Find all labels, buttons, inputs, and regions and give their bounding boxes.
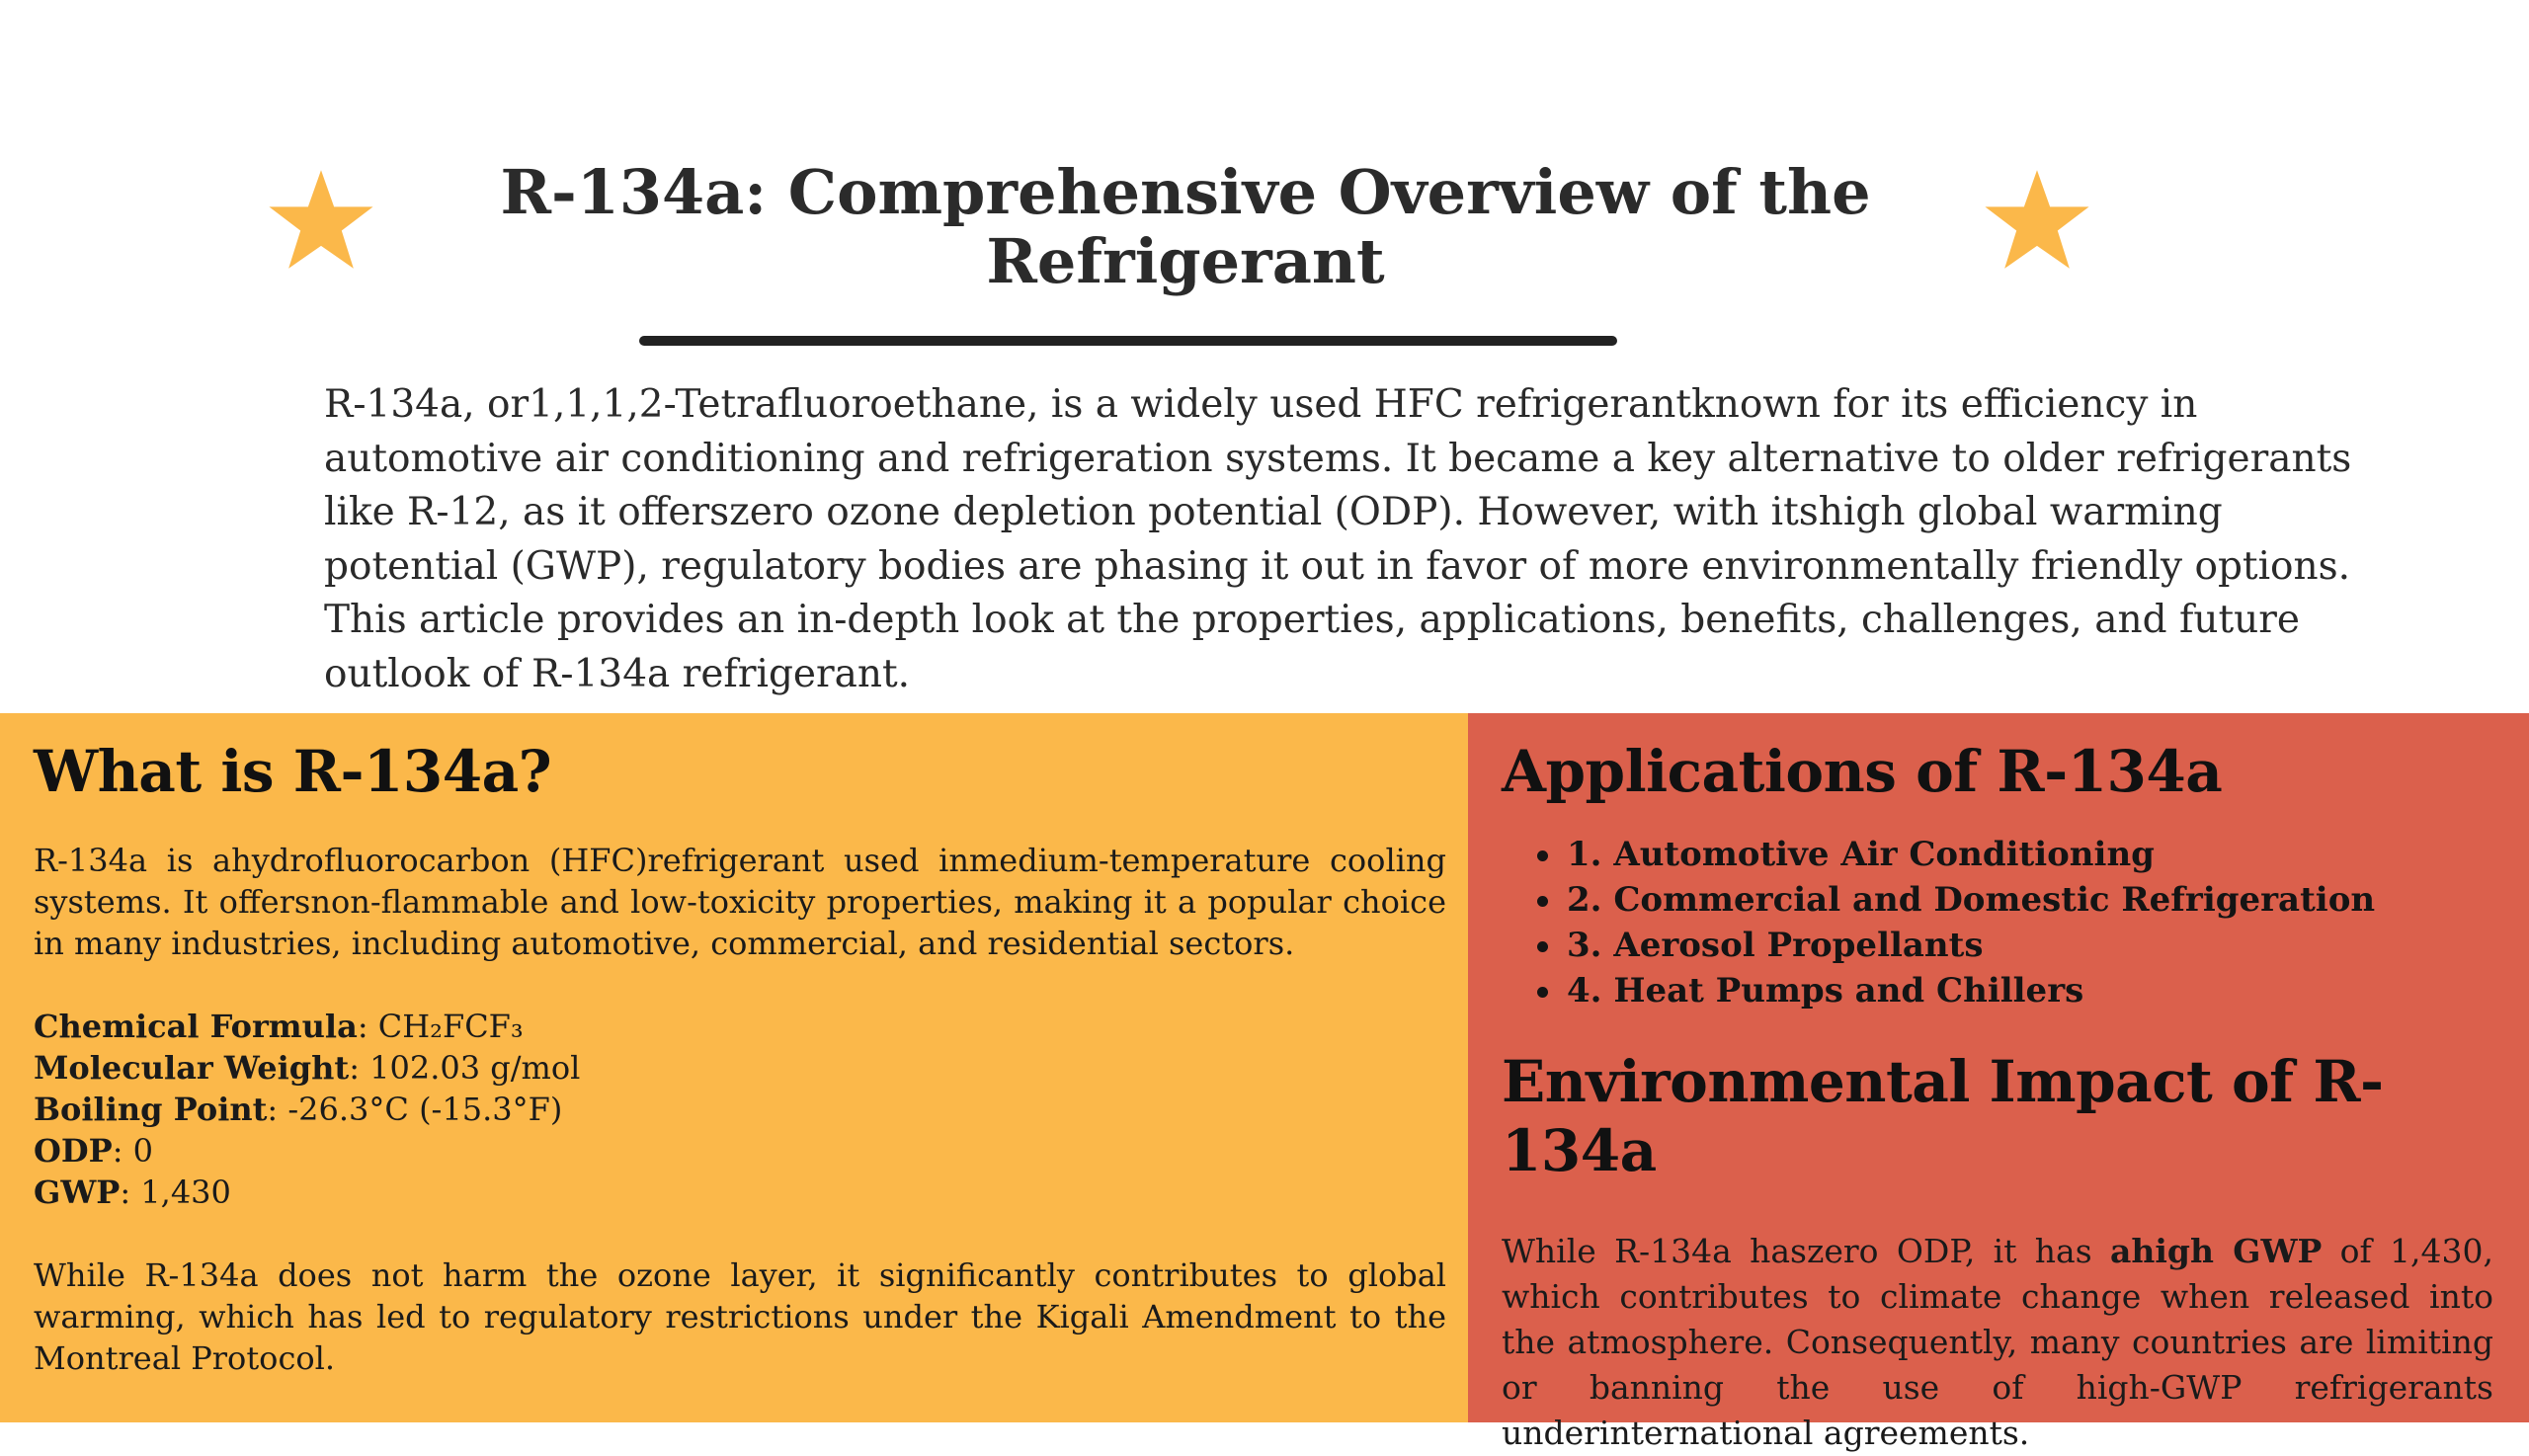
property-odp: [34, 1130, 1446, 1172]
list-item: 1. Automotive Air Conditioning: [1537, 832, 2493, 877]
property-gwp: [34, 1172, 1446, 1213]
property-value: : 1,430: [120, 1173, 231, 1211]
intro-paragraph: R-134a, or1,1,1,2-Tetrafluoroethane, is a widely used HFC refrigerantknown for its efficiency in automotive air conditioning and refrigeration systems. It became a key alternative to older refrigerants like R-12, as it offerszero ozone depletion potential (ODP). However, with itshigh global warming potential (GWP), regulatory bodies are phasing it out in favor of more environmentally friendly options. This article provides an in-depth look at the properties, applications, benefits, challenges, and future outlook of R-134a refrigerant.: [324, 382, 2352, 696]
property-label: ODP: [34, 1132, 113, 1170]
list-item: 2. Commercial and Domestic Refrigeration: [1537, 877, 2493, 923]
property-label: Molecular Weight: [34, 1049, 350, 1087]
star-shape: [1985, 170, 2088, 269]
property-label: GWP: [34, 1173, 121, 1211]
star-icon: [1983, 168, 2091, 271]
title-divider: [639, 336, 1617, 346]
environment-paragraph: [1502, 1229, 2493, 1456]
property-value: : -26.3°C (-15.3°F): [267, 1091, 563, 1128]
environment-text-bold: ahigh GWP: [2109, 1232, 2323, 1270]
what-is-outro: While R-134a does not harm the ozone layer, it significantly contributes to global warming, which has led to regulatory restrictions under the Kigali Amendment to the Montreal Protocol.: [34, 1256, 1446, 1377]
environment-text: While R-134a haszero ODP, it has: [1502, 1232, 2110, 1270]
star-icon-right: [1983, 168, 2091, 271]
list-item: 3. Aerosol Propellants: [1537, 923, 2493, 968]
property-label: Boiling Point: [34, 1091, 268, 1128]
environment-text: of 1,430, which contributes to climate change when released into the atmosphere. Consequently, many countries are limiting or banning the use of high-GWP refrigerants underinternational agreements.: [1502, 1232, 2493, 1452]
star-icon: [267, 168, 375, 271]
property-boiling-point: [34, 1089, 1446, 1130]
environment-heading: Environmental Impact of R-134a: [1502, 1048, 2384, 1184]
what-is-panel: [0, 713, 1468, 1422]
applications-panel: [1468, 713, 2529, 1452]
property-value: : 0: [112, 1132, 153, 1170]
property-value: : 102.03 g/mol: [349, 1049, 581, 1087]
what-is-description: R-134a is ahydrofluorocarbon (HFC)refrigerant used inmedium-temperature cooling systems. It offersnon-flammable and low-toxicity properties, making it a popular choice in many industries, including automotive, commercial, and residential sectors.: [34, 842, 1446, 962]
star-shape: [269, 170, 372, 269]
property-chemical-formula: [34, 1006, 1446, 1047]
property-value: : CH₂FCF₃: [357, 1008, 524, 1045]
property-molecular-weight: [34, 1047, 1446, 1089]
property-label: Chemical Formula: [34, 1008, 358, 1045]
what-is-heading: What is R-134a?: [34, 738, 552, 805]
applications-list: [1502, 832, 2493, 1013]
star-icon-left: [267, 168, 375, 271]
applications-heading: Applications of R-134a: [1502, 738, 2223, 805]
properties-list: [34, 1006, 1446, 1213]
page-title: R-134a: Comprehensive Overview of the Refrigerant: [500, 156, 1871, 297]
list-item: 4. Heat Pumps and Chillers: [1537, 968, 2493, 1013]
